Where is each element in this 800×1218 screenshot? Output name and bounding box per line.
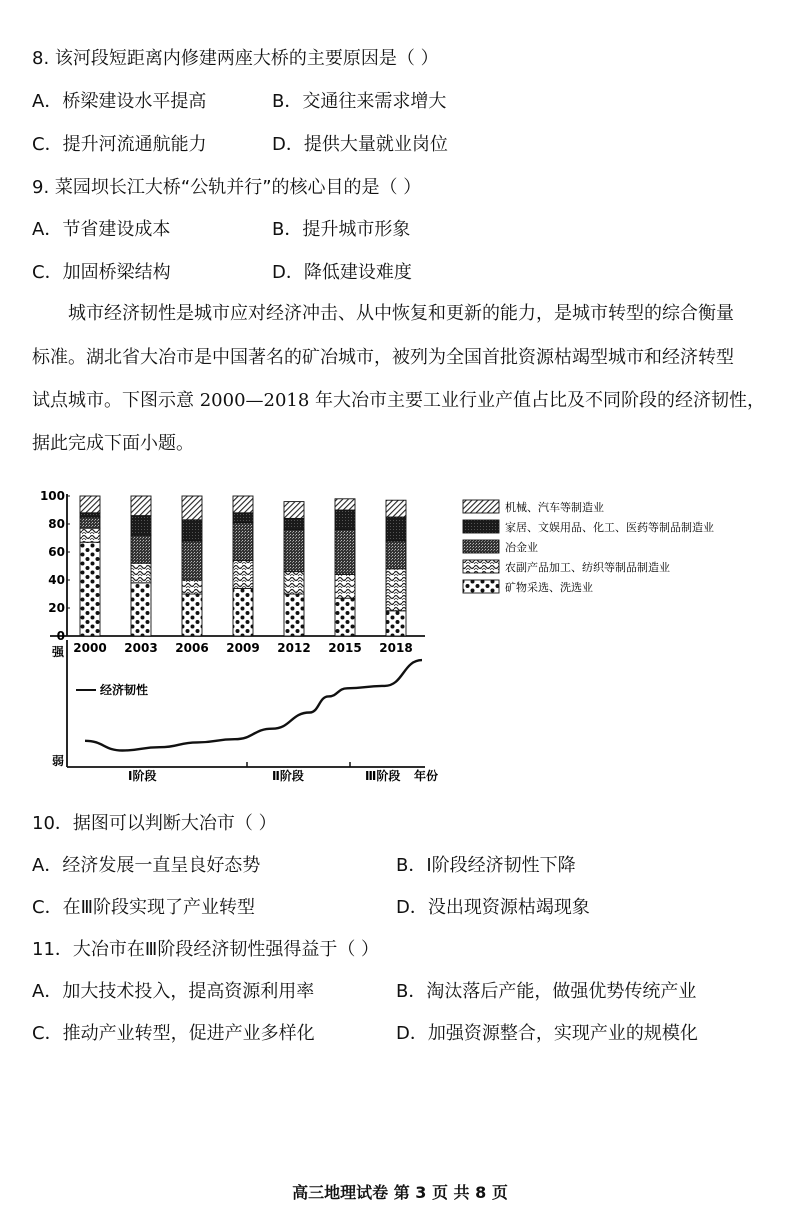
bar-y-tick-label: 60 <box>48 545 65 559</box>
question-11-option-c[interactable]: C．推动产业转型，促进产业多样化 <box>32 1023 315 1044</box>
question-10-option-a[interactable]: A．经济发展一直呈良好态势 <box>32 855 261 876</box>
legend-resilience-label: 经济韧性 <box>100 683 149 697</box>
bar-y-tick-label: 0 <box>56 629 65 643</box>
resilience-line-chart <box>51 640 438 783</box>
stage-3-label: Ⅲ阶段 <box>365 769 401 783</box>
legend-label-2: 冶金业 <box>505 541 538 554</box>
question-9-option-a[interactable]: A．节省建设成本 <box>32 219 171 240</box>
legend-swatch-0 <box>463 500 499 513</box>
bar-segment-2009-series-2 <box>233 523 253 561</box>
question-8-stem: 8. 该河段短距离内修建两座大桥的主要原因是（ ） <box>32 48 439 69</box>
stage-2-label: Ⅱ阶段 <box>272 769 304 783</box>
bar-segment-2006-series-4 <box>182 496 202 520</box>
legend-label-0: 机械、汽车等制造业 <box>505 501 604 514</box>
bar-segment-2018-series-3 <box>386 517 406 541</box>
bar-segment-2003-series-0 <box>131 583 151 636</box>
passage-line-4: 据此完成下面小题。 <box>32 433 194 454</box>
question-9-option-c[interactable]: C．加固桥梁结构 <box>32 262 171 283</box>
bar-segment-2012-series-4 <box>284 502 304 519</box>
bar-segment-2009-series-4 <box>233 496 253 513</box>
legend-swatch-4 <box>463 580 499 593</box>
bar-series <box>80 496 406 636</box>
question-8-option-c[interactable]: C．提升河流通航能力 <box>32 134 207 155</box>
bar-y-tick-label: 40 <box>48 573 65 587</box>
bar-segment-2018-series-1 <box>386 569 406 611</box>
bar-segment-2003-series-4 <box>131 496 151 516</box>
bar-segment-2006-series-0 <box>182 594 202 636</box>
legend-label-1: 家居、文娱用品、化工、医药等制品制造业 <box>505 521 714 534</box>
bar-segment-2000-series-3 <box>80 513 100 517</box>
bar-segment-2006-series-3 <box>182 520 202 541</box>
bar-segment-2000-series-2 <box>80 517 100 528</box>
bar-segment-2000-series-0 <box>80 542 100 636</box>
bar-segment-2018-series-4 <box>386 500 406 517</box>
question-10-option-c[interactable]: C．在Ⅲ阶段实现了产业转型 <box>32 897 255 918</box>
question-9-stem: 9. 菜园坝长江大桥“公轨并行”的核心目的是（ ） <box>32 177 422 198</box>
page-footer: 高三地理试卷 第 3 页 共 8 页 <box>292 1183 508 1202</box>
bar-legend <box>463 500 714 594</box>
bar-segment-2012-series-0 <box>284 594 304 636</box>
bar-x-tick-label: 2006 <box>175 641 209 655</box>
bar-y-tick-label: 20 <box>48 601 65 615</box>
bar-segment-2015-series-0 <box>335 598 355 636</box>
bar-segment-2012-series-1 <box>284 572 304 594</box>
bar-segment-2015-series-3 <box>335 510 355 530</box>
bar-segment-2006-series-1 <box>182 580 202 594</box>
bar-segment-2012-series-2 <box>284 530 304 572</box>
bar-x-tick-labels <box>73 641 412 655</box>
bar-segment-2003-series-3 <box>131 516 151 536</box>
passage-line-2: 标准。湖北省大冶市是中国著名的矿冶城市，被列为全国首批资源枯竭型城市和经济转型 <box>32 347 734 368</box>
bar-y-tick-label: 80 <box>48 517 65 531</box>
question-9-option-d[interactable]: D．降低建设难度 <box>272 262 412 283</box>
y-label-weak: 弱 <box>52 754 65 768</box>
bar-x-tick-label: 2012 <box>277 641 311 655</box>
bar-segment-2012-series-3 <box>284 518 304 529</box>
bar-segment-2015-series-4 <box>335 499 355 510</box>
industry-resilience-figure <box>39 480 770 785</box>
legend-label-4: 矿物采选、洗选业 <box>505 581 593 594</box>
bar-x-tick-label: 2018 <box>379 641 413 655</box>
stage-1-label: Ⅰ阶段 <box>128 769 157 783</box>
bar-segment-2003-series-1 <box>131 563 151 583</box>
question-11-option-b[interactable]: B．淘汰落后产能，做强优势传统产业 <box>396 981 697 1002</box>
resilience-curve <box>85 660 422 750</box>
bar-segment-2018-series-2 <box>386 541 406 569</box>
bar-x-tick-label: 2003 <box>124 641 158 655</box>
question-11-option-d[interactable]: D．加强资源整合，实现产业的规模化 <box>396 1023 698 1044</box>
question-8-option-d[interactable]: D．提供大量就业岗位 <box>272 134 448 155</box>
question-11-option-a[interactable]: A．加大技术投入，提高资源利用率 <box>32 981 315 1002</box>
bar-y-tick-label: 100 <box>39 489 65 503</box>
bar-segment-2009-series-0 <box>233 588 253 636</box>
bar-segment-2018-series-0 <box>386 611 406 636</box>
question-11-stem: 11．大冶市在Ⅲ阶段经济韧性强得益于（ ） <box>32 939 380 960</box>
bar-segment-2009-series-3 <box>233 513 253 523</box>
bar-x-tick-label: 2009 <box>226 641 260 655</box>
bar-segment-2000-series-4 <box>80 496 100 513</box>
passage-line-1: 城市经济韧性是城市应对经济冲击、从中恢复和更新的能力，是城市转型的综合衡量 <box>68 303 734 324</box>
bar-segment-2015-series-1 <box>335 574 355 598</box>
y-label-strong: 强 <box>52 645 65 659</box>
question-10-option-b[interactable]: B．Ⅰ阶段经济韧性下降 <box>396 855 576 876</box>
question-8-option-b[interactable]: B．交通往来需求增大 <box>272 91 447 112</box>
bar-segment-2009-series-1 <box>233 560 253 588</box>
passage-line-3: 试点城市。下图示意 2000—2018 年大冶市主要工业行业产值占比及不同阶段的经济韧性， <box>32 390 766 411</box>
bar-segment-2000-series-1 <box>80 528 100 542</box>
stacked-bar-chart <box>40 489 425 655</box>
legend-swatch-2 <box>463 540 499 553</box>
question-10-option-d[interactable]: D．没出现资源枯竭现象 <box>396 897 590 918</box>
legend-swatch-1 <box>463 520 499 533</box>
question-10-stem: 10．据图可以判断大冶市（ ） <box>32 813 277 834</box>
bar-segment-2003-series-2 <box>131 535 151 563</box>
legend-swatch-3 <box>463 560 499 573</box>
question-9-option-b[interactable]: B．提升城市形象 <box>272 219 411 240</box>
bar-x-tick-label: 2000 <box>73 641 107 655</box>
question-8-option-a[interactable]: A．桥梁建设水平提高 <box>32 91 207 112</box>
bar-segment-2006-series-2 <box>182 541 202 580</box>
bar-segment-2015-series-2 <box>335 530 355 575</box>
x-axis-label-year: 年份 <box>414 769 439 783</box>
bar-x-tick-label: 2015 <box>328 641 362 655</box>
legend-label-3: 农副产品加工、纺织等制品制造业 <box>505 561 670 574</box>
